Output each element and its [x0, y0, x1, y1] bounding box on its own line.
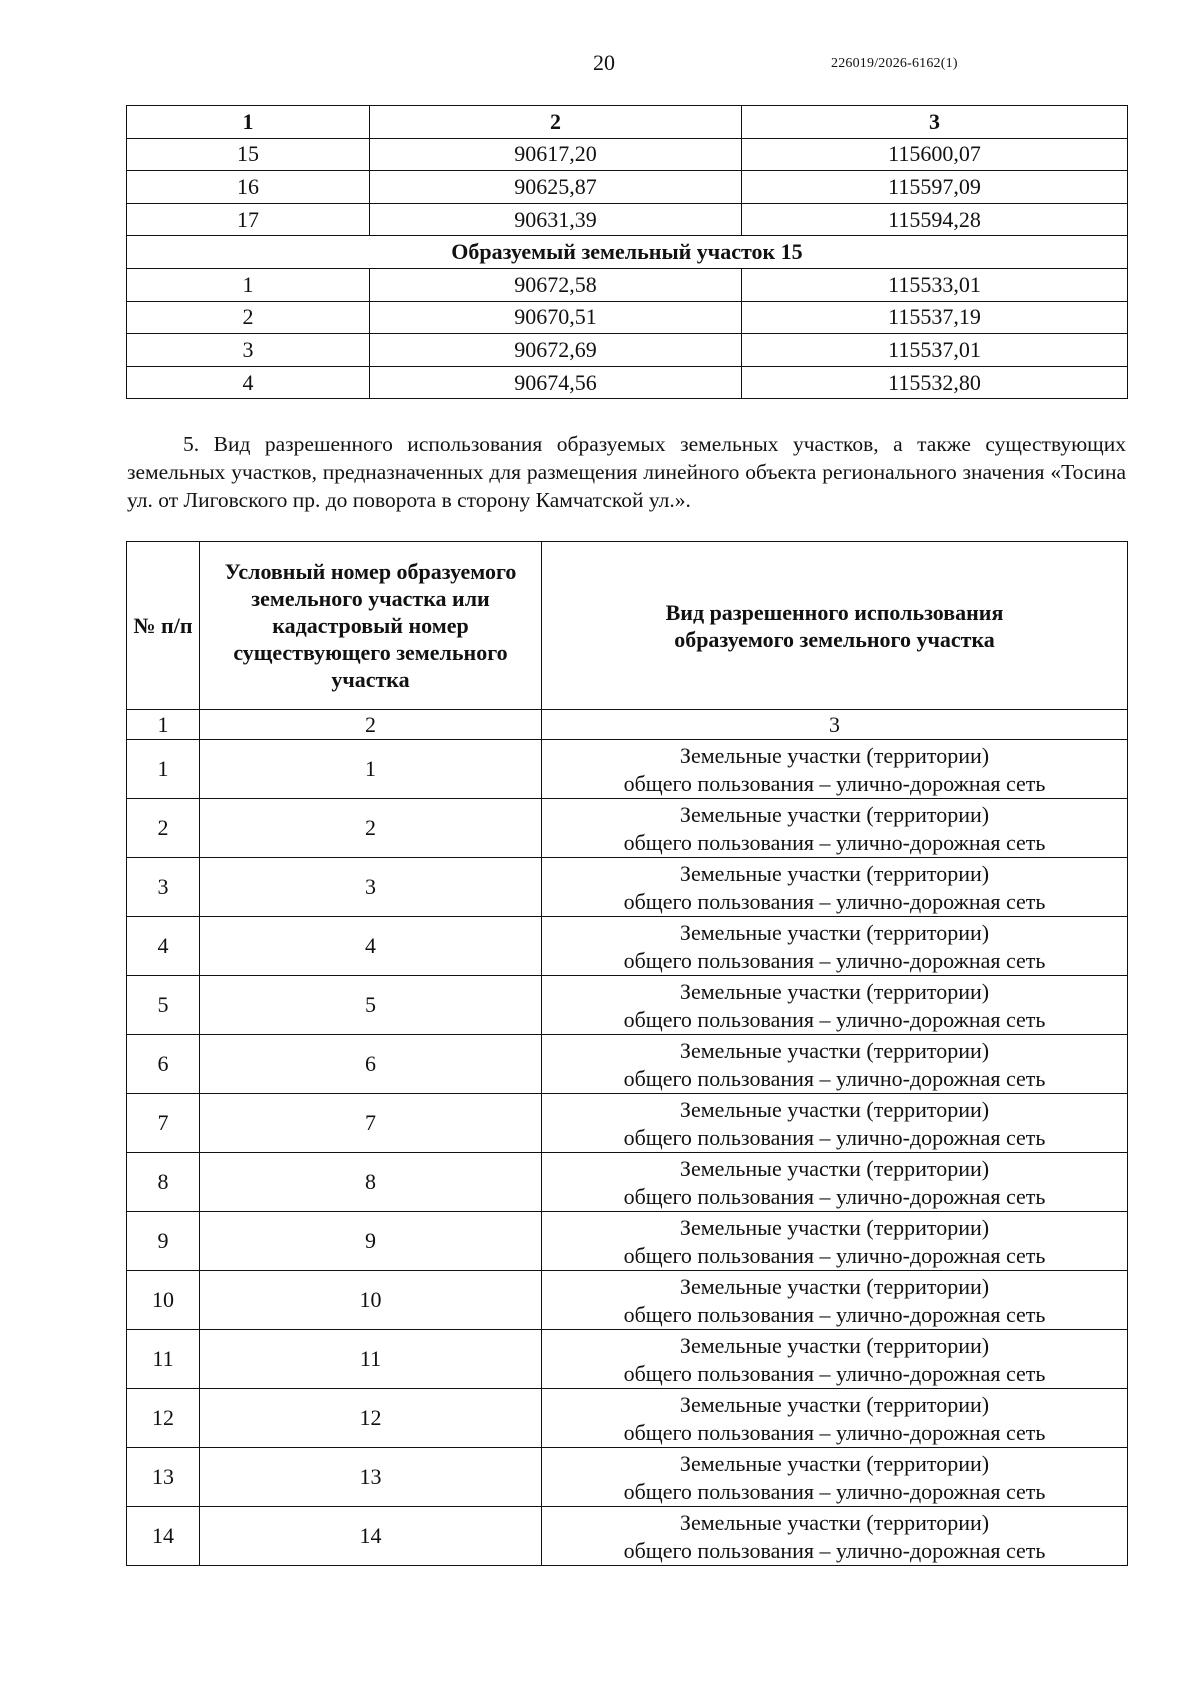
point-number: 4: [127, 366, 370, 399]
table-row: [127, 1507, 1128, 1566]
section-row: [127, 236, 1128, 269]
permitted-use: [542, 740, 1128, 799]
point-number: 1: [127, 268, 370, 301]
coordinates-table-header: [127, 106, 1128, 139]
table-row: [127, 1094, 1128, 1153]
table-row: [127, 171, 1128, 204]
table-row: [127, 917, 1128, 976]
plot-id: 5: [200, 976, 542, 1035]
point-number: 15: [127, 138, 370, 171]
permitted-use-line-1: Земельные участки (территории): [679, 1510, 990, 1535]
permitted-use-line-2: общего пользования – улично-дорожная сеть: [623, 889, 1046, 914]
point-number: 17: [127, 203, 370, 236]
coordinate-y: 115537,01: [742, 334, 1128, 367]
coordinate-y: 115533,01: [742, 268, 1128, 301]
table-row: [127, 301, 1128, 334]
point-number: 16: [127, 171, 370, 204]
document-id: 226019/2026-6162(1): [831, 56, 958, 71]
permitted-use-line-1: Земельные участки (территории): [679, 920, 990, 945]
table-row: [127, 858, 1128, 917]
plot-id: 7: [200, 1094, 542, 1153]
column-number: 2: [200, 710, 542, 740]
table-row: [127, 268, 1128, 301]
table-row: [127, 203, 1128, 236]
permitted-use: [542, 976, 1128, 1035]
row-number: 14: [127, 1507, 200, 1566]
coordinate-x: 90625,87: [370, 171, 742, 204]
land-use-table-header: [127, 542, 1128, 710]
column-number: 3: [542, 710, 1128, 740]
permitted-use-line-1: Земельные участки (территории): [679, 802, 990, 827]
column-header-number: № п/п: [127, 542, 200, 710]
plot-id: 14: [200, 1507, 542, 1566]
permitted-use-line-2: общего пользования – улично-дорожная сеть: [623, 1007, 1046, 1032]
table-row: [127, 1330, 1128, 1389]
coordinate-x: 90674,56: [370, 366, 742, 399]
table-row: [127, 1153, 1128, 1212]
permitted-use-line-2: общего пользования – улично-дорожная сеть: [623, 1479, 1046, 1504]
permitted-use: [542, 1153, 1128, 1212]
plot-id: 13: [200, 1448, 542, 1507]
permitted-use: [542, 1094, 1128, 1153]
permitted-use-line-2: общего пользования – улично-дорожная сеть: [623, 1420, 1046, 1445]
permitted-use-line-1: Земельные участки (территории): [679, 1215, 990, 1240]
permitted-use: [542, 917, 1128, 976]
table-row: [127, 1271, 1128, 1330]
section-paragraph: [127, 430, 1126, 514]
permitted-use-line-1: Земельные участки (территории): [679, 1274, 990, 1299]
row-number: 11: [127, 1330, 200, 1389]
coordinate-x: 90672,69: [370, 334, 742, 367]
plot-id: 1: [200, 740, 542, 799]
permitted-use-line-1: Земельные участки (территории): [679, 1333, 990, 1358]
plot-id: 4: [200, 917, 542, 976]
plot-id: 8: [200, 1153, 542, 1212]
table-row: [127, 1389, 1128, 1448]
permitted-use-line-2: общего пользования – улично-дорожная сеть: [623, 1538, 1046, 1563]
permitted-use: [542, 1330, 1128, 1389]
row-number: 1: [127, 740, 200, 799]
column-header: 3: [742, 106, 1128, 139]
table-row: [127, 138, 1128, 171]
row-number: 7: [127, 1094, 200, 1153]
row-number: 6: [127, 1035, 200, 1094]
plot-id: 9: [200, 1212, 542, 1271]
permitted-use-line-2: общего пользования – улично-дорожная сеть: [623, 830, 1046, 855]
coordinate-x: 90631,39: [370, 203, 742, 236]
permitted-use-line-1: Земельные участки (территории): [679, 1156, 990, 1181]
column-header-permitted-use: Вид разрешенного использования образуемого земельного участка: [542, 542, 1128, 710]
permitted-use: [542, 1212, 1128, 1271]
column-number-row: [127, 710, 1128, 740]
coordinates-table: [126, 105, 1128, 399]
row-number: 8: [127, 1153, 200, 1212]
row-number: 4: [127, 917, 200, 976]
paragraph-text: 5. Вид разрешенного использования образуемых земельных участков, а также существующих земельных участков, предназначенных для размещения линейного объекта регионального значения «Тосина ул. от Лиговского пр. до поворота в сторону Камчатской ул.».: [127, 432, 1126, 512]
row-number: 5: [127, 976, 200, 1035]
permitted-use-line-1: Земельные участки (территории): [679, 979, 990, 1004]
page-number: 20: [593, 50, 615, 75]
permitted-use: [542, 799, 1128, 858]
plot-id: 2: [200, 799, 542, 858]
plot-id: 3: [200, 858, 542, 917]
permitted-use-line-1: Земельные участки (территории): [679, 743, 990, 768]
land-use-table: [126, 541, 1128, 1566]
coordinate-x: 90617,20: [370, 138, 742, 171]
permitted-use: [542, 1271, 1128, 1330]
permitted-use-line-1: Земельные участки (территории): [679, 1038, 990, 1063]
coordinate-x: 90672,58: [370, 268, 742, 301]
table-row: [127, 1448, 1128, 1507]
permitted-use-line-2: общего пользования – улично-дорожная сеть: [623, 1125, 1046, 1150]
point-number: 3: [127, 334, 370, 367]
permitted-use-line-2: общего пользования – улично-дорожная сеть: [623, 1184, 1046, 1209]
coordinate-x: 90670,51: [370, 301, 742, 334]
permitted-use: [542, 858, 1128, 917]
column-header: 2: [370, 106, 742, 139]
point-number: 2: [127, 301, 370, 334]
permitted-use-line-2: общего пользования – улично-дорожная сеть: [623, 1243, 1046, 1268]
permitted-use: [542, 1389, 1128, 1448]
table-row: [127, 1212, 1128, 1271]
plot-id: 11: [200, 1330, 542, 1389]
table-row: [127, 799, 1128, 858]
permitted-use-line-1: Земельные участки (территории): [679, 1097, 990, 1122]
permitted-use: [542, 1507, 1128, 1566]
column-header-plot-id: Условный номер образуемого земельного участка или кадастровый номер существующего земельного участка: [200, 542, 542, 710]
permitted-use-line-1: Земельные участки (территории): [679, 1392, 990, 1417]
permitted-use-line-2: общего пользования – улично-дорожная сеть: [623, 948, 1046, 973]
table-row: [127, 1035, 1128, 1094]
permitted-use-line-2: общего пользования – улично-дорожная сеть: [623, 1066, 1046, 1091]
coordinate-y: 115600,07: [742, 138, 1128, 171]
permitted-use-line-2: общего пользования – улично-дорожная сеть: [623, 771, 1046, 796]
table-row: [127, 740, 1128, 799]
column-number: 1: [127, 710, 200, 740]
plot-id: 6: [200, 1035, 542, 1094]
plot-id: 10: [200, 1271, 542, 1330]
section-title: Образуемый земельный участок 15: [127, 236, 1128, 269]
row-number: 13: [127, 1448, 200, 1507]
table-row: [127, 366, 1128, 399]
row-number: 3: [127, 858, 200, 917]
row-number: 10: [127, 1271, 200, 1330]
permitted-use-line-1: Земельные участки (территории): [679, 861, 990, 886]
permitted-use: [542, 1448, 1128, 1507]
row-number: 2: [127, 799, 200, 858]
row-number: 9: [127, 1212, 200, 1271]
coordinate-y: 115594,28: [742, 203, 1128, 236]
coordinate-y: 115537,19: [742, 301, 1128, 334]
coordinate-y: 115532,80: [742, 366, 1128, 399]
table-row: [127, 334, 1128, 367]
permitted-use-line-2: общего пользования – улично-дорожная сеть: [623, 1302, 1046, 1327]
permitted-use: [542, 1035, 1128, 1094]
plot-id: 12: [200, 1389, 542, 1448]
column-header: 1: [127, 106, 370, 139]
table-row: [127, 976, 1128, 1035]
coordinate-y: 115597,09: [742, 171, 1128, 204]
permitted-use-line-2: общего пользования – улично-дорожная сеть: [623, 1361, 1046, 1386]
permitted-use-line-1: Земельные участки (территории): [679, 1451, 990, 1476]
row-number: 12: [127, 1389, 200, 1448]
